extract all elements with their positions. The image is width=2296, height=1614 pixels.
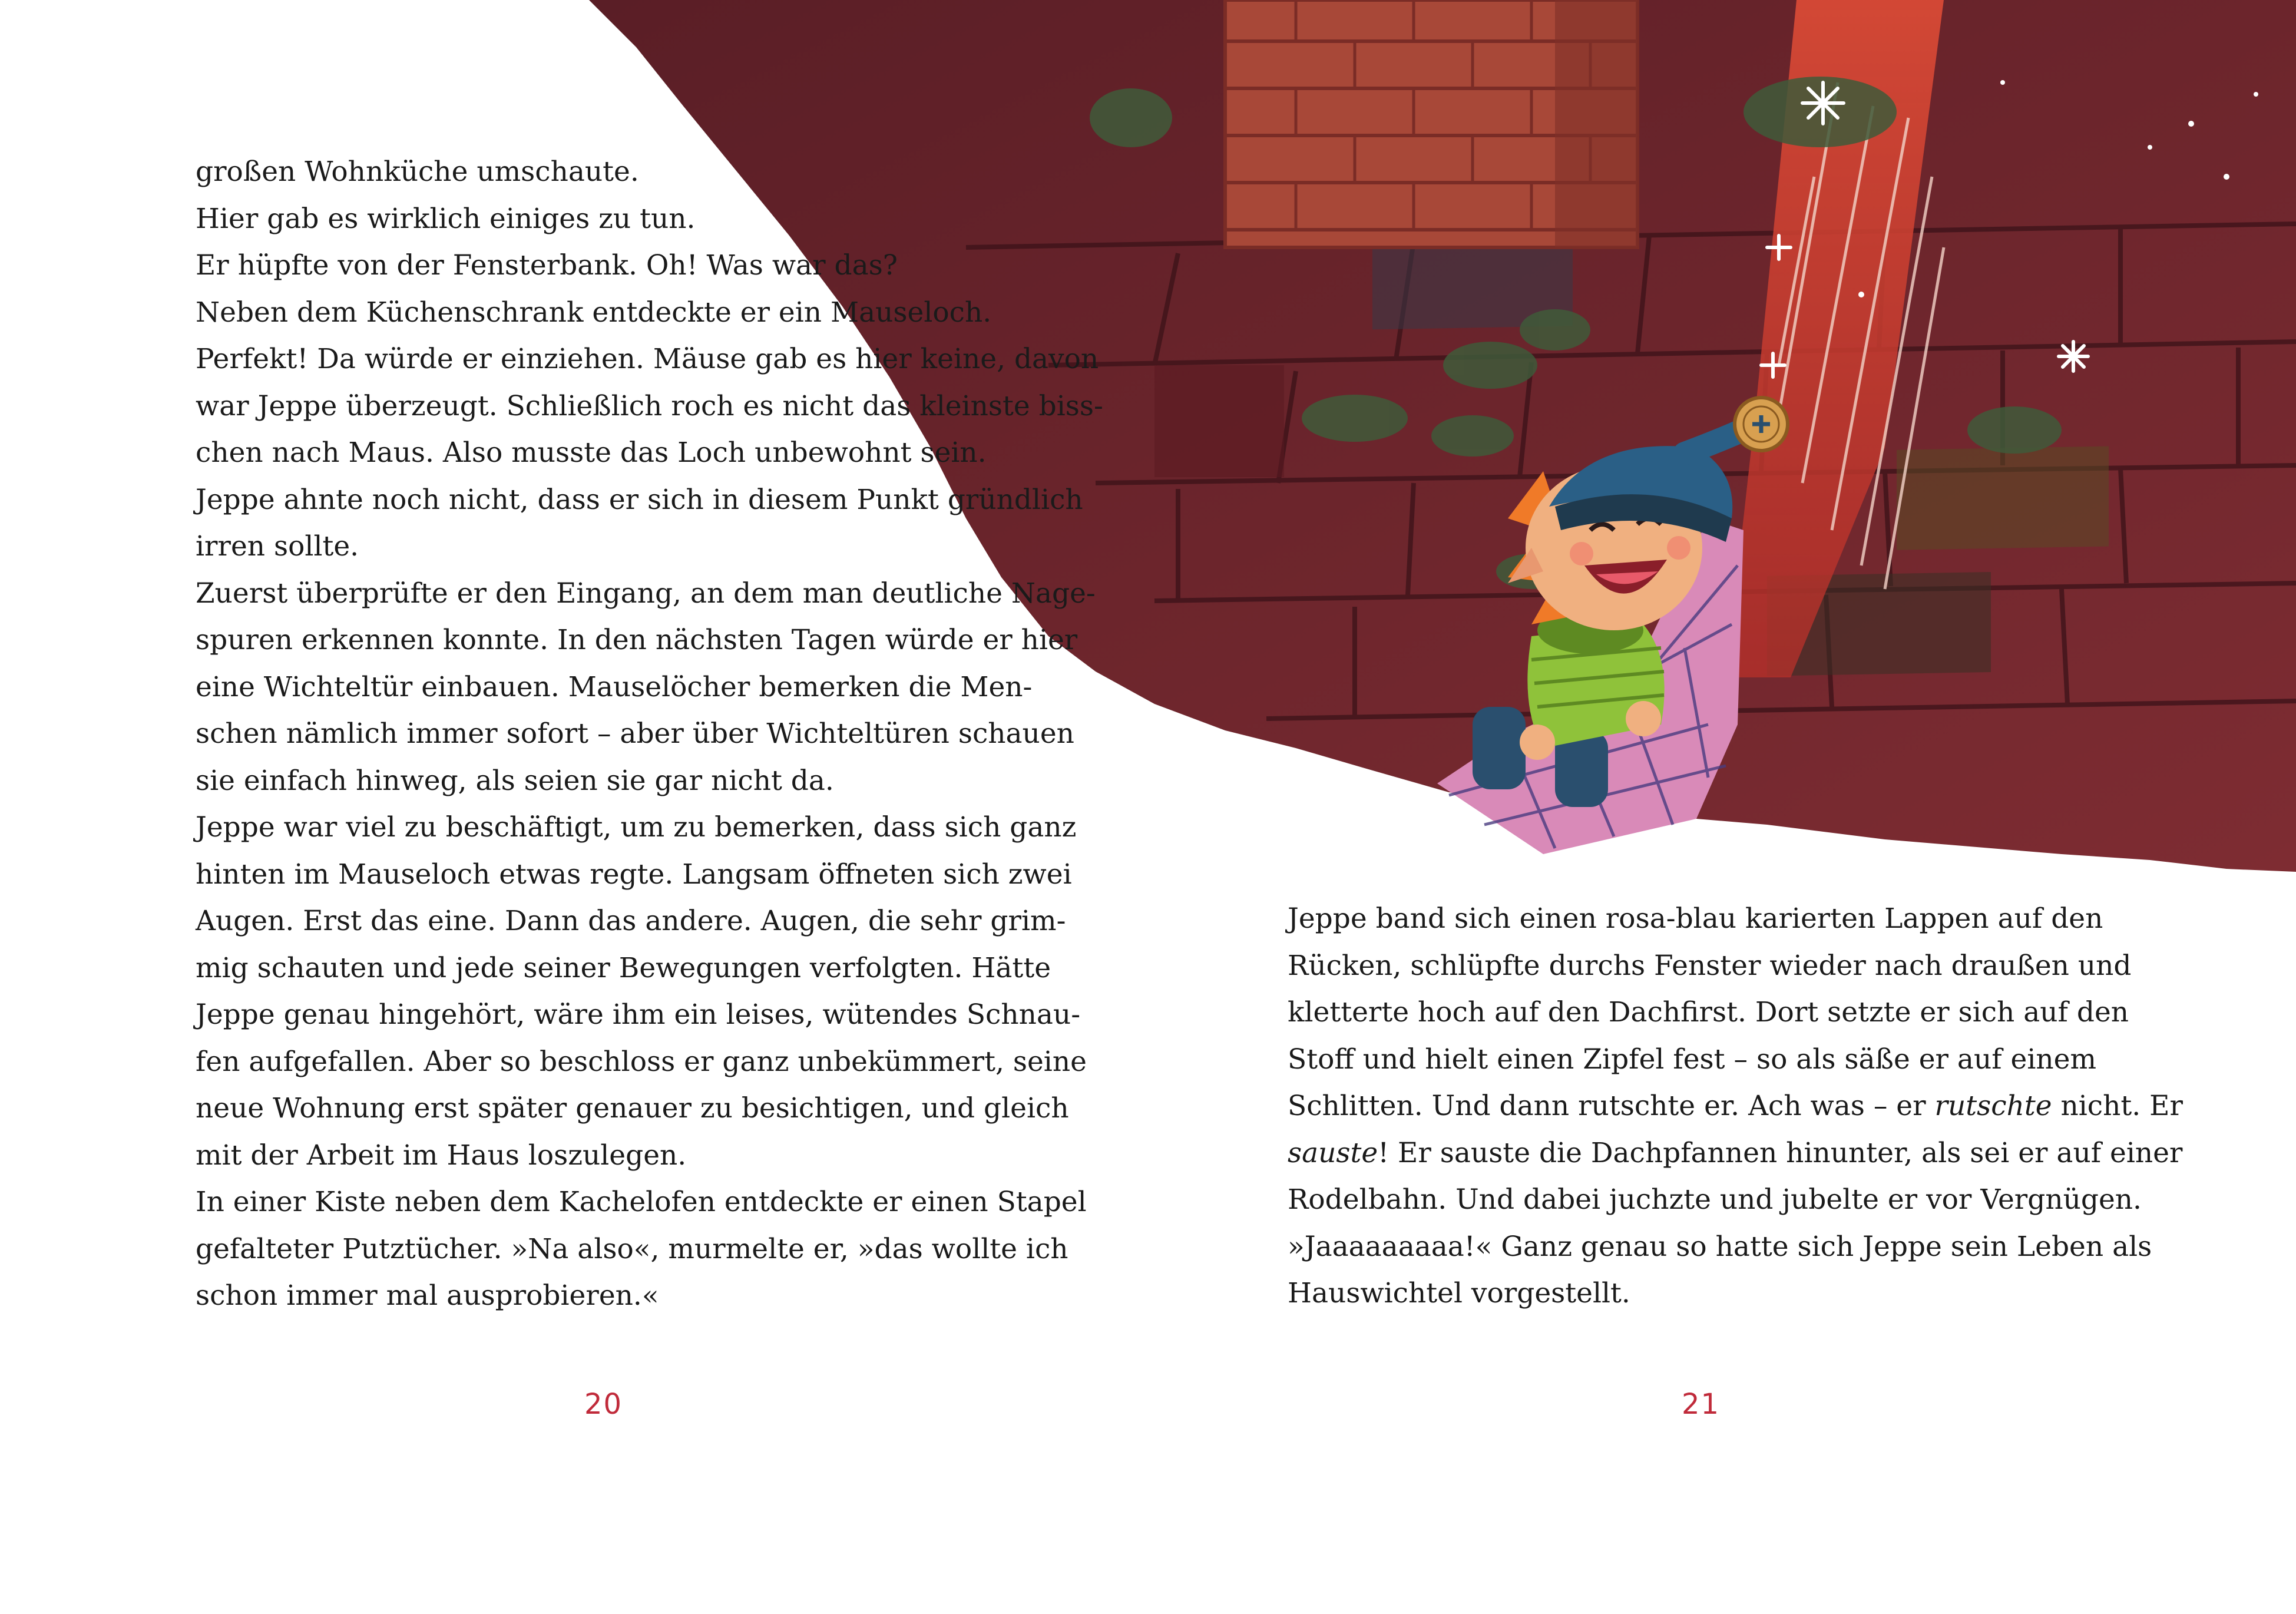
text-line: In einer Kiste neben dem Kachelofen entdeckte er einen Stapel: [196, 1186, 1087, 1218]
text-line: Jeppe band sich einen rosa-blau karierten Lappen auf den: [1288, 902, 2103, 935]
text-line: sie einfach hinweg, als seien sie gar nicht da.: [196, 764, 834, 797]
text-line: [1288, 1130, 2183, 1177]
page-number-left: 20: [584, 1388, 623, 1421]
left-page-text: [196, 148, 1103, 1319]
text-line: Jeppe genau hingehört, wäre ihm ein leises, wütendes Schnau-: [196, 998, 1081, 1031]
text-line: Jeppe war viel zu beschäftigt, um zu bemerken, dass sich ganz: [196, 811, 1077, 844]
page-number-right: 21: [1682, 1388, 1721, 1421]
text-line: Zuerst überprüfte er den Eingang, an dem man deutliche Nage-: [196, 577, 1096, 610]
text-line: großen Wohnküche umschaute.: [196, 156, 639, 188]
text-line: Hier gab es wirklich einiges zu tun.: [196, 202, 696, 235]
text-line: mig schauten und jede seiner Bewegungen verfolgten. Hätte: [196, 951, 1051, 984]
text-line: gefalteter Putztücher. »Na also«, murmelte er, »das wollte ich: [196, 1232, 1068, 1265]
text-span: nicht. Er: [2052, 1090, 2183, 1122]
text-line: Augen. Erst das eine. Dann das andere. Augen, die sehr grim-: [196, 905, 1066, 937]
text-line: hinten im Mauseloch etwas regte. Langsam öffneten sich zwei: [196, 858, 1072, 891]
text-line: eine Wichteltür einbauen. Mauselöcher bemerken die Men-: [196, 670, 1033, 703]
text-line: Rodelbahn. Und dabei juchzte und jubelte er vor Vergnügen.: [1288, 1183, 2142, 1216]
text-line: Rücken, schlüpfte durchs Fenster wieder nach draußen und: [1288, 949, 2132, 982]
right-page-text: [1288, 895, 2183, 1317]
text-line: schen nämlich immer sofort – aber über Wichteltüren schauen: [196, 717, 1074, 750]
chimney: [1225, 0, 1637, 247]
text-line: neue Wohnung erst später genauer zu besichtigen, und gleich: [196, 1092, 1069, 1124]
text-line: fen aufgefallen. Aber so beschloss er ganz unbekümmert, seine: [196, 1045, 1087, 1078]
text-line: schon immer mal ausprobieren.«: [196, 1279, 659, 1312]
text-line: Neben dem Küchenschrank entdeckte er ein Mauseloch.: [196, 296, 992, 329]
text-line: Stoff und hielt einen Zipfel fest – so als säße er auf einem: [1288, 1043, 2097, 1076]
text-line: mit der Arbeit im Haus loszulegen.: [196, 1139, 687, 1172]
text-line: Jeppe ahnte noch nicht, dass er sich in diesem Punkt gründlich: [196, 483, 1083, 516]
text-line: kletterte hoch auf den Dachfirst. Dort setzte er sich auf den: [1288, 996, 2129, 1028]
text-span: Schlitten. Und dann rutschte er. Ach was – er: [1288, 1090, 1935, 1122]
text-line: irren sollte.: [196, 530, 359, 563]
text-line: »Jaaaaaaaaa!« Ganz genau so hatte sich Jeppe sein Leben als: [1288, 1230, 2152, 1263]
italic-word: sauste: [1288, 1136, 1378, 1169]
text-line: Perfekt! Da würde er einziehen. Mäuse gab es hier keine, davon: [196, 343, 1099, 375]
button-icon: [1735, 398, 1788, 451]
text-line: spuren erkennen konnte. In den nächsten Tagen würde er hier: [196, 624, 1078, 656]
text-line: chen nach Maus. Also musste das Loch unbewohnt sein.: [196, 436, 987, 469]
text-line: Er hüpfte von der Fensterbank. Oh! Was war das?: [196, 249, 898, 282]
text-line: war Jeppe überzeugt. Schließlich roch es nicht das kleinste biss-: [196, 389, 1103, 422]
text-line: [1288, 1083, 2183, 1130]
italic-word: rutschte: [1934, 1090, 2052, 1122]
text-span: ! Er sauste die Dachpfannen hinunter, als sei er auf einer: [1378, 1136, 2183, 1169]
text-line: Hauswichtel vorgestellt.: [1288, 1277, 1630, 1309]
